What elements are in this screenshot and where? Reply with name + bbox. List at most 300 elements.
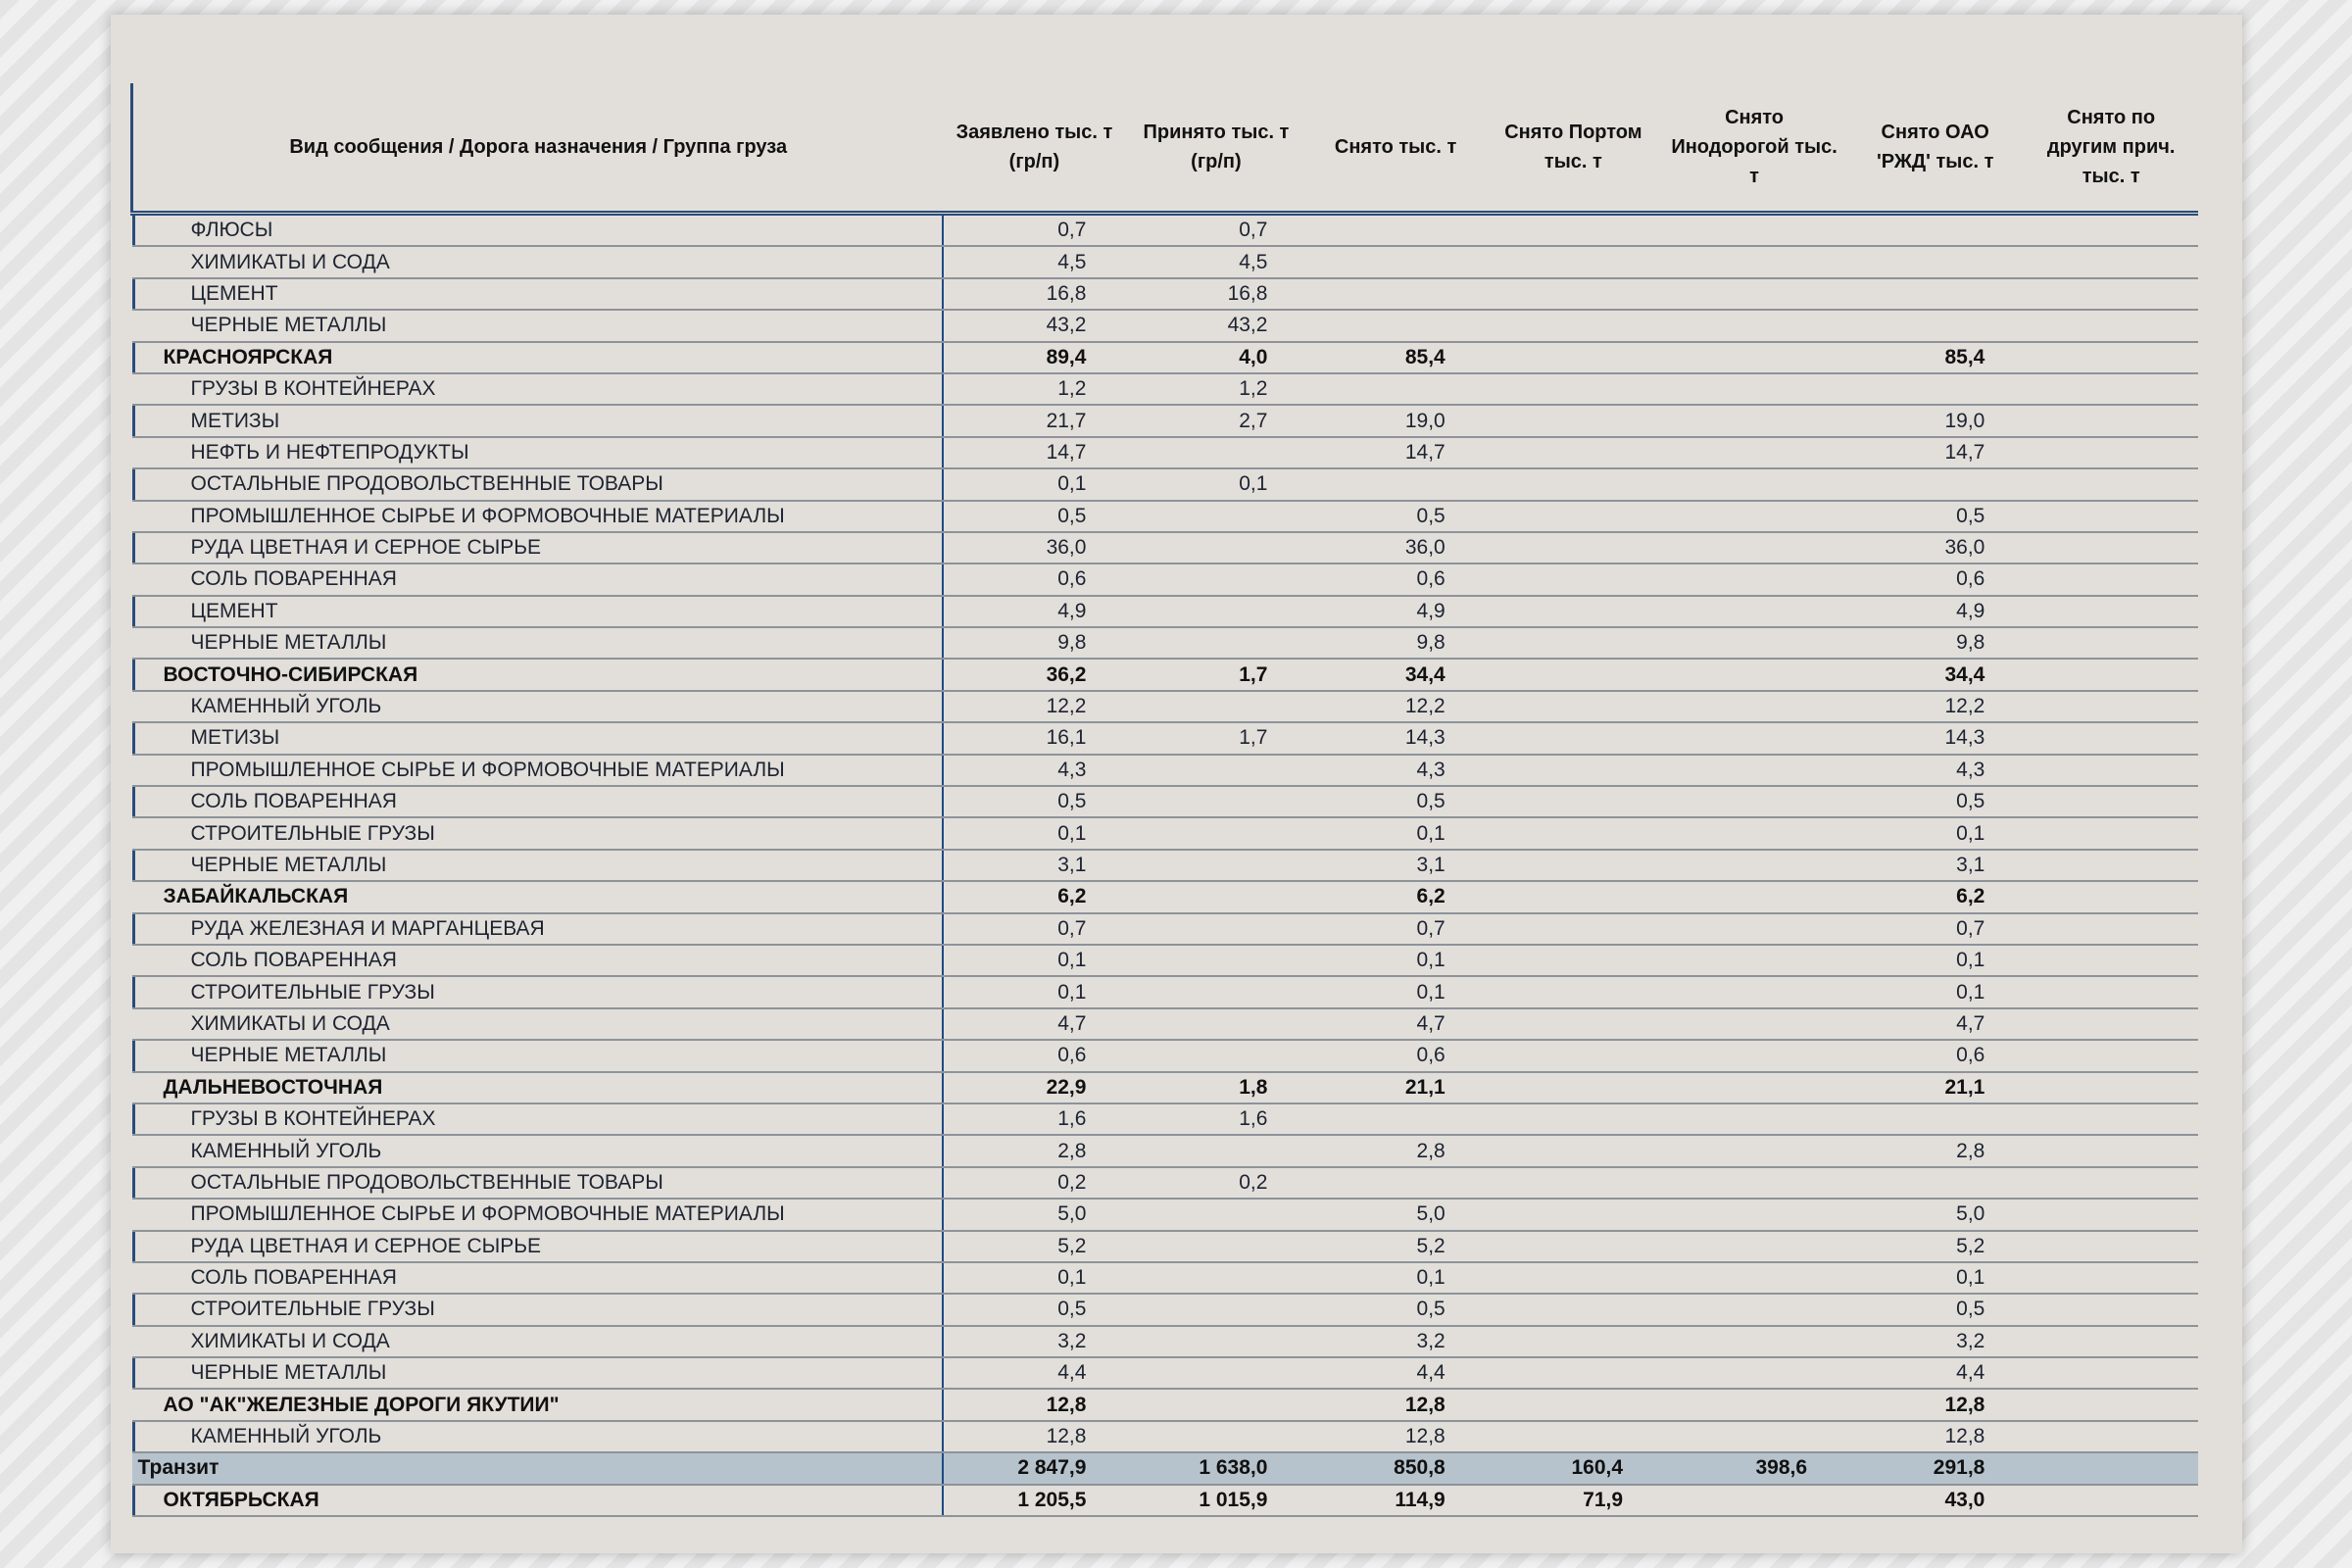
value-cell: 0,1 (1125, 468, 1306, 500)
value-cell (1662, 501, 1846, 532)
value-cell: 71,9 (1485, 1485, 1662, 1516)
column-header: Заявлено тыс. т (гр/п) (956, 122, 1113, 172)
row-label: СТРОИТЕЛЬНЫЕ ГРУЗЫ (132, 1294, 944, 1325)
value-cell (1662, 786, 1846, 817)
value-cell (1662, 405, 1846, 436)
row-label: АО "АК"ЖЕЛЕЗНЫЕ ДОРОГИ ЯКУТИИ" (132, 1389, 944, 1420)
road-row (132, 342, 2199, 373)
value-cell: 0,6 (1306, 1040, 1484, 1071)
value-cell (1125, 1040, 1306, 1071)
row-label: СОЛЬ ПОВАРЕННАЯ (132, 564, 944, 595)
value-cell: 4,3 (943, 755, 1125, 786)
value-cell: 3,1 (943, 850, 1125, 881)
value-cell (2024, 1294, 2198, 1325)
value-cell (1306, 1167, 1484, 1199)
value-cell (1485, 627, 1662, 659)
value-cell: 0,5 (943, 1294, 1125, 1325)
value-cell: 0,7 (943, 214, 1125, 247)
table-row (132, 246, 2199, 277)
value-cell (1125, 1357, 1306, 1389)
value-cell: 398,6 (1662, 1452, 1846, 1484)
table-row (132, 214, 2199, 247)
value-cell (1662, 1294, 1846, 1325)
road-row (132, 659, 2199, 690)
value-cell (2024, 627, 2198, 659)
value-cell: 3,1 (1306, 850, 1484, 881)
value-cell: 12,8 (1846, 1389, 2024, 1420)
value-cell: 0,7 (1306, 913, 1484, 945)
value-cell (1662, 1103, 1846, 1135)
value-cell: 5,0 (943, 1199, 1125, 1230)
value-cell (2024, 1008, 2198, 1040)
table-row (132, 1167, 2199, 1199)
value-cell (1662, 468, 1846, 500)
value-cell: 4,7 (943, 1008, 1125, 1040)
value-cell: 43,0 (1846, 1485, 2024, 1516)
value-cell: 0,6 (943, 1040, 1125, 1071)
table-row (132, 1357, 2199, 1389)
value-cell (1125, 1294, 1306, 1325)
value-cell: 4,0 (1125, 342, 1306, 373)
value-cell: 5,0 (1846, 1199, 2024, 1230)
value-cell (2024, 1040, 2198, 1071)
value-cell: 4,5 (943, 246, 1125, 277)
value-cell: 2 847,9 (943, 1452, 1125, 1484)
row-label: Транзит (132, 1452, 944, 1484)
value-cell (1485, 1357, 1662, 1389)
row-label: МЕТИЗЫ (132, 722, 944, 754)
value-cell (1306, 214, 1484, 247)
value-cell: 5,0 (1306, 1199, 1484, 1230)
value-cell: 36,0 (1306, 532, 1484, 564)
column-header: Снято по другим прич. тыс. т (2046, 107, 2176, 187)
value-cell: 36,0 (943, 532, 1125, 564)
value-cell: 0,1 (1306, 1262, 1484, 1294)
value-cell (2024, 722, 2198, 754)
value-cell (1662, 1040, 1846, 1071)
value-cell (1485, 1326, 1662, 1357)
value-cell (1662, 310, 1846, 341)
value-cell: 0,1 (943, 817, 1125, 849)
value-cell (1662, 564, 1846, 595)
row-label: СОЛЬ ПОВАРЕННАЯ (132, 945, 944, 976)
value-cell: 4,5 (1125, 246, 1306, 277)
value-cell (1485, 342, 1662, 373)
road-row (132, 1389, 2199, 1420)
value-cell (1125, 1008, 1306, 1040)
value-cell (2024, 1421, 2198, 1452)
value-cell: 0,2 (943, 1167, 1125, 1199)
value-cell (1662, 1135, 1846, 1166)
value-cell: 0,6 (1846, 564, 2024, 595)
value-cell (1125, 945, 1306, 976)
row-label: ОКТЯБРЬСКАЯ (132, 1485, 944, 1516)
value-cell (1125, 817, 1306, 849)
value-cell (1125, 976, 1306, 1007)
value-cell (1662, 532, 1846, 564)
value-cell (1662, 1357, 1846, 1389)
value-cell (1125, 850, 1306, 881)
value-cell (2024, 691, 2198, 722)
value-cell: 6,2 (943, 881, 1125, 912)
value-cell: 4,7 (1306, 1008, 1484, 1040)
row-label: РУДА ЖЕЛЕЗНАЯ И МАРГАНЦЕВАЯ (132, 913, 944, 945)
value-cell (1125, 691, 1306, 722)
value-cell (1125, 755, 1306, 786)
table-row (132, 755, 2199, 786)
row-label: ЧЕРНЫЕ МЕТАЛЛЫ (132, 310, 944, 341)
value-cell (1662, 1389, 1846, 1420)
row-label: ГРУЗЫ В КОНТЕЙНЕРАХ (132, 1103, 944, 1135)
value-cell: 2,8 (1306, 1135, 1484, 1166)
value-cell: 0,6 (1306, 564, 1484, 595)
value-cell (2024, 468, 2198, 500)
row-label: ЧЕРНЫЕ МЕТАЛЛЫ (132, 1040, 944, 1071)
value-cell: 36,0 (1846, 532, 2024, 564)
value-cell (2024, 755, 2198, 786)
row-label: РУДА ЦВЕТНАЯ И СЕРНОЕ СЫРЬЕ (132, 532, 944, 564)
value-cell (1306, 1103, 1484, 1135)
row-label: ХИМИКАТЫ И СОДА (132, 246, 944, 277)
row-label: РУДА ЦВЕТНАЯ И СЕРНОЕ СЫРЬЕ (132, 1231, 944, 1262)
row-label: СТРОИТЕЛЬНЫЕ ГРУЗЫ (132, 817, 944, 849)
value-cell (2024, 1262, 2198, 1294)
row-label: СОЛЬ ПОВАРЕННАЯ (132, 786, 944, 817)
value-cell: 12,8 (1306, 1421, 1484, 1452)
value-cell: 6,2 (1846, 881, 2024, 912)
value-cell (2024, 881, 2198, 912)
value-cell (1306, 373, 1484, 405)
value-cell: 16,8 (1125, 278, 1306, 310)
row-label: ЧЕРНЫЕ МЕТАЛЛЫ (132, 627, 944, 659)
value-cell: 19,0 (1846, 405, 2024, 436)
value-cell (2024, 1326, 2198, 1357)
value-cell (2024, 1485, 2198, 1516)
value-cell (1125, 1135, 1306, 1166)
value-cell (1662, 659, 1846, 690)
value-cell: 4,9 (943, 596, 1125, 627)
road-row (132, 1485, 2199, 1516)
freight-table (130, 83, 2198, 1517)
value-cell (2024, 850, 2198, 881)
table-row (132, 310, 2199, 341)
value-cell: 1,6 (943, 1103, 1125, 1135)
value-cell (1125, 913, 1306, 945)
value-cell: 160,4 (1485, 1452, 1662, 1484)
value-cell (1125, 437, 1306, 468)
value-cell: 14,3 (1306, 722, 1484, 754)
value-cell (1125, 1389, 1306, 1420)
value-cell (1485, 1103, 1662, 1135)
value-cell (1846, 1103, 2024, 1135)
table-header-row (132, 83, 2199, 214)
value-cell (1662, 945, 1846, 976)
value-cell: 291,8 (1846, 1452, 2024, 1484)
value-cell (1662, 342, 1846, 373)
value-cell: 9,8 (1846, 627, 2024, 659)
table-row (132, 1199, 2199, 1230)
value-cell (1846, 246, 2024, 277)
value-cell (1846, 278, 2024, 310)
table-row (132, 437, 2199, 468)
value-cell: 36,2 (943, 659, 1125, 690)
value-cell (1485, 722, 1662, 754)
table-row (132, 1040, 2199, 1071)
table-body (132, 214, 2199, 1517)
value-cell: 1,2 (1125, 373, 1306, 405)
value-cell (1846, 214, 2024, 247)
value-cell: 0,1 (1846, 945, 2024, 976)
value-cell: 34,4 (1306, 659, 1484, 690)
value-cell: 12,8 (943, 1389, 1125, 1420)
table-row (132, 976, 2199, 1007)
value-cell (1662, 1167, 1846, 1199)
value-cell (1662, 1262, 1846, 1294)
row-label: КРАСНОЯРСКАЯ (132, 342, 944, 373)
value-cell (1485, 1072, 1662, 1103)
value-cell (1306, 468, 1484, 500)
column-header: Снято Инодорогой тыс. т (1671, 107, 1838, 187)
value-cell (1485, 246, 1662, 277)
value-cell: 1,7 (1125, 659, 1306, 690)
value-cell: 21,1 (1306, 1072, 1484, 1103)
value-cell (1485, 1199, 1662, 1230)
value-cell (1485, 691, 1662, 722)
value-cell: 4,4 (1846, 1357, 2024, 1389)
value-cell (1662, 1421, 1846, 1452)
value-cell (1485, 1135, 1662, 1166)
value-cell (1485, 1389, 1662, 1420)
value-cell (1306, 278, 1484, 310)
table-row (132, 722, 2199, 754)
table-row (132, 1262, 2199, 1294)
value-cell: 43,2 (1125, 310, 1306, 341)
value-cell: 1 638,0 (1125, 1452, 1306, 1484)
value-cell (1662, 627, 1846, 659)
table-row (132, 1294, 2199, 1325)
table-row (132, 405, 2199, 436)
value-cell (1485, 1167, 1662, 1199)
value-cell: 4,3 (1306, 755, 1484, 786)
value-cell (1662, 1008, 1846, 1040)
value-cell (1485, 310, 1662, 341)
value-cell: 0,5 (1846, 1294, 2024, 1325)
value-cell (2024, 1357, 2198, 1389)
value-cell: 16,8 (943, 278, 1125, 310)
row-label: ДАЛЬНЕВОСТОЧНАЯ (132, 1072, 944, 1103)
value-cell: 0,7 (1846, 913, 2024, 945)
value-cell: 12,8 (1846, 1421, 2024, 1452)
row-label: ВОСТОЧНО-СИБИРСКАЯ (132, 659, 944, 690)
value-cell (2024, 1231, 2198, 1262)
value-cell (1662, 691, 1846, 722)
column-header: Снято ОАО 'РЖД' тыс. т (1877, 122, 1994, 172)
value-cell: 0,5 (943, 501, 1125, 532)
value-cell: 12,2 (943, 691, 1125, 722)
value-cell (2024, 342, 2198, 373)
value-cell (1125, 786, 1306, 817)
value-cell (1485, 468, 1662, 500)
value-cell (2024, 310, 2198, 341)
value-cell: 1 015,9 (1125, 1485, 1306, 1516)
value-cell: 0,1 (943, 468, 1125, 500)
row-label: МЕТИЗЫ (132, 405, 944, 436)
value-cell (1485, 1294, 1662, 1325)
value-cell (2024, 532, 2198, 564)
row-label: ЧЕРНЫЕ МЕТАЛЛЫ (132, 850, 944, 881)
table-row (132, 1135, 2199, 1166)
table-row (132, 850, 2199, 881)
value-cell: 12,8 (1306, 1389, 1484, 1420)
row-label: ЦЕМЕНТ (132, 278, 944, 310)
value-cell (1485, 214, 1662, 247)
value-cell: 85,4 (1846, 342, 2024, 373)
value-cell (1485, 437, 1662, 468)
value-cell: 114,9 (1306, 1485, 1484, 1516)
value-cell: 1,7 (1125, 722, 1306, 754)
table-row (132, 1421, 2199, 1452)
value-cell (1662, 1485, 1846, 1516)
value-cell: 4,4 (1306, 1357, 1484, 1389)
value-cell (1125, 501, 1306, 532)
value-cell: 12,8 (943, 1421, 1125, 1452)
value-cell: 3,2 (1306, 1326, 1484, 1357)
value-cell (2024, 913, 2198, 945)
value-cell (2024, 596, 2198, 627)
value-cell: 3,2 (1846, 1326, 2024, 1357)
value-cell (2024, 1135, 2198, 1166)
table-row (132, 817, 2199, 849)
value-cell (1485, 945, 1662, 976)
value-cell (1485, 405, 1662, 436)
table-row (132, 468, 2199, 500)
value-cell (1662, 1199, 1846, 1230)
row-label: ПРОМЫШЛЕННОЕ СЫРЬЕ И ФОРМОВОЧНЫЕ МАТЕРИАЛЫ (132, 501, 944, 532)
row-label: КАМЕННЫЙ УГОЛЬ (132, 1135, 944, 1166)
row-label: СТРОИТЕЛЬНЫЕ ГРУЗЫ (132, 976, 944, 1007)
value-cell (1485, 850, 1662, 881)
row-label: СОЛЬ ПОВАРЕННАЯ (132, 1262, 944, 1294)
value-cell: 14,3 (1846, 722, 2024, 754)
table-row (132, 532, 2199, 564)
value-cell (2024, 214, 2198, 247)
value-cell (2024, 1072, 2198, 1103)
value-cell (1485, 786, 1662, 817)
value-cell (1125, 1199, 1306, 1230)
value-cell: 12,2 (1306, 691, 1484, 722)
value-cell (1485, 373, 1662, 405)
value-cell: 16,1 (943, 722, 1125, 754)
value-cell: 85,4 (1306, 342, 1484, 373)
value-cell (1662, 755, 1846, 786)
value-cell (2024, 278, 2198, 310)
value-cell: 14,7 (943, 437, 1125, 468)
value-cell (2024, 1389, 2198, 1420)
value-cell (2024, 945, 2198, 976)
value-cell (1485, 1008, 1662, 1040)
value-cell (1846, 373, 2024, 405)
table-row (132, 564, 2199, 595)
value-cell: 0,1 (1846, 976, 2024, 1007)
table-row (132, 1231, 2199, 1262)
value-cell: 4,7 (1846, 1008, 2024, 1040)
value-cell (1662, 1231, 1846, 1262)
value-cell (1125, 596, 1306, 627)
value-cell: 0,1 (1306, 945, 1484, 976)
value-cell (1306, 246, 1484, 277)
value-cell (2024, 246, 2198, 277)
value-cell: 1,6 (1125, 1103, 1306, 1135)
value-cell (1125, 627, 1306, 659)
table-row (132, 501, 2199, 532)
value-cell (1485, 501, 1662, 532)
value-cell (2024, 405, 2198, 436)
total-row (132, 1452, 2199, 1484)
column-header-description: Вид сообщения / Дорога назначения / Группа груза (132, 83, 944, 214)
value-cell: 43,2 (943, 310, 1125, 341)
value-cell: 1,2 (943, 373, 1125, 405)
value-cell: 0,5 (1306, 1294, 1484, 1325)
row-label: ЗАБАЙКАЛЬСКАЯ (132, 881, 944, 912)
value-cell: 3,1 (1846, 850, 2024, 881)
table-row (132, 945, 2199, 976)
table-row (132, 627, 2199, 659)
value-cell (2024, 1167, 2198, 1199)
value-cell (1846, 310, 2024, 341)
value-cell (1662, 437, 1846, 468)
value-cell: 0,7 (1125, 214, 1306, 247)
value-cell (1662, 278, 1846, 310)
value-cell: 3,2 (943, 1326, 1125, 1357)
value-cell (1485, 913, 1662, 945)
value-cell: 0,6 (1846, 1040, 2024, 1071)
row-label: ПРОМЫШЛЕННОЕ СЫРЬЕ И ФОРМОВОЧНЫЕ МАТЕРИАЛЫ (132, 755, 944, 786)
value-cell: 12,2 (1846, 691, 2024, 722)
value-cell: 14,7 (1306, 437, 1484, 468)
value-cell (1125, 1262, 1306, 1294)
road-row (132, 881, 2199, 912)
row-label: ЧЕРНЫЕ МЕТАЛЛЫ (132, 1357, 944, 1389)
value-cell (1662, 246, 1846, 277)
value-cell (1125, 564, 1306, 595)
value-cell (1125, 1231, 1306, 1262)
value-cell: 9,8 (1306, 627, 1484, 659)
road-row (132, 1072, 2199, 1103)
column-header: Снято тыс. т (1334, 136, 1457, 158)
value-cell (1485, 881, 1662, 912)
value-cell: 0,7 (943, 913, 1125, 945)
value-cell (1485, 1040, 1662, 1071)
value-cell: 0,1 (943, 945, 1125, 976)
value-cell (1485, 1262, 1662, 1294)
column-header: Снято Портом тыс. т (1504, 122, 1642, 172)
value-cell (2024, 564, 2198, 595)
row-label: ЦЕМЕНТ (132, 596, 944, 627)
value-cell (1125, 532, 1306, 564)
table-row (132, 278, 2199, 310)
value-cell (1485, 817, 1662, 849)
value-cell (1306, 310, 1484, 341)
value-cell (2024, 817, 2198, 849)
value-cell (2024, 1199, 2198, 1230)
table-row (132, 373, 2199, 405)
table-row (132, 691, 2199, 722)
value-cell: 34,4 (1846, 659, 2024, 690)
value-cell (1485, 532, 1662, 564)
value-cell: 89,4 (943, 342, 1125, 373)
value-cell (1662, 214, 1846, 247)
row-label: ХИМИКАТЫ И СОДА (132, 1326, 944, 1357)
